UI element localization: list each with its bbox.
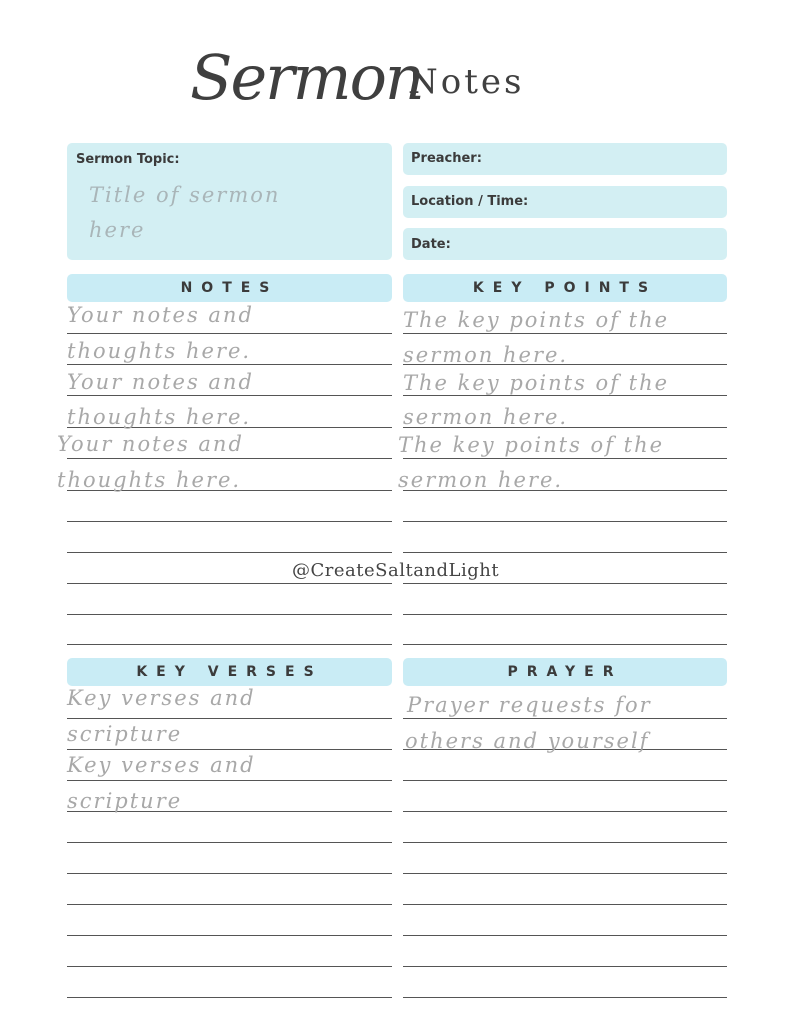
prayer-line[interactable]	[403, 780, 727, 781]
prayer-line[interactable]	[403, 811, 727, 812]
prayer-line[interactable]	[403, 904, 727, 905]
prayer-line[interactable]	[403, 966, 727, 967]
notes-line[interactable]	[67, 395, 392, 396]
date-label: Date:	[411, 237, 451, 252]
key-points-placeholder: The key points of the	[398, 433, 665, 457]
preacher-field[interactable]	[403, 143, 727, 175]
notes-line[interactable]	[67, 644, 392, 645]
key-points-placeholder: The key points of the	[403, 308, 670, 332]
location-time-label: Location / Time:	[411, 194, 529, 209]
location-time-field[interactable]	[403, 186, 727, 218]
key-points-header: KEY POINTS	[403, 274, 727, 302]
key-verses-placeholder: Key verses and	[67, 753, 256, 777]
prayer-line[interactable]	[403, 873, 727, 874]
notes-line[interactable]	[67, 333, 392, 334]
notes-line[interactable]	[67, 614, 392, 615]
key-verses-line[interactable]	[67, 873, 392, 874]
key-points-line[interactable]	[403, 458, 727, 459]
prayer-line[interactable]	[403, 997, 727, 998]
prayer-line[interactable]	[403, 842, 727, 843]
key-points-line[interactable]	[403, 583, 727, 584]
watermark: @CreateSaltandLight	[292, 560, 500, 581]
notes-line[interactable]	[67, 552, 392, 553]
key-points-placeholder: sermon here.	[403, 343, 569, 367]
notes-line[interactable]	[67, 364, 392, 365]
key-verses-line[interactable]	[67, 966, 392, 967]
prayer-line[interactable]	[403, 935, 727, 936]
key-points-line[interactable]	[403, 614, 727, 615]
notes-placeholder: Your notes and	[57, 432, 244, 456]
sermon-topic-placeholder-1: Title of sermon	[89, 183, 281, 207]
key-points-line[interactable]	[403, 552, 727, 553]
key-verses-line[interactable]	[67, 718, 392, 719]
date-field[interactable]	[403, 228, 727, 260]
sermon-topic-box[interactable]	[67, 143, 392, 260]
key-points-line[interactable]	[403, 521, 727, 522]
title-notes: Notes	[408, 62, 525, 102]
sermon-topic-placeholder-2: here	[89, 218, 146, 242]
prayer-header: PRAYER	[403, 658, 727, 686]
notes-header: NOTES	[67, 274, 392, 302]
key-points-placeholder: sermon here.	[403, 405, 569, 429]
key-points-line[interactable]	[403, 395, 727, 396]
key-points-placeholder: The key points of the	[403, 371, 670, 395]
key-verses-header: KEY VERSES	[67, 658, 392, 686]
key-verses-line[interactable]	[67, 904, 392, 905]
sermon-topic-label: Sermon Topic:	[76, 152, 180, 167]
key-points-line[interactable]	[403, 644, 727, 645]
key-verses-line[interactable]	[67, 935, 392, 936]
notes-line[interactable]	[67, 521, 392, 522]
notes-placeholder: Your notes and	[67, 370, 254, 394]
key-verses-line[interactable]	[67, 780, 392, 781]
key-points-line[interactable]	[403, 333, 727, 334]
key-verses-line[interactable]	[67, 749, 392, 750]
notes-placeholder: thoughts here.	[67, 339, 252, 363]
prayer-placeholder: Prayer requests for	[407, 693, 652, 717]
notes-placeholder: thoughts here.	[57, 468, 242, 492]
notes-placeholder: Your notes and	[67, 303, 254, 327]
notes-line[interactable]	[67, 458, 392, 459]
key-verses-placeholder: scripture	[67, 789, 183, 813]
notes-placeholder: thoughts here.	[67, 405, 252, 429]
key-verses-placeholder: scripture	[67, 722, 183, 746]
preacher-label: Preacher:	[411, 151, 482, 166]
key-points-placeholder: sermon here.	[398, 468, 564, 492]
key-verses-line[interactable]	[67, 997, 392, 998]
prayer-line[interactable]	[403, 718, 727, 719]
title-script: Sermon	[190, 41, 423, 114]
key-verses-placeholder: Key verses and	[67, 686, 256, 710]
prayer-placeholder: others and yourself	[405, 729, 650, 753]
key-verses-line[interactable]	[67, 842, 392, 843]
notes-line[interactable]	[67, 583, 392, 584]
